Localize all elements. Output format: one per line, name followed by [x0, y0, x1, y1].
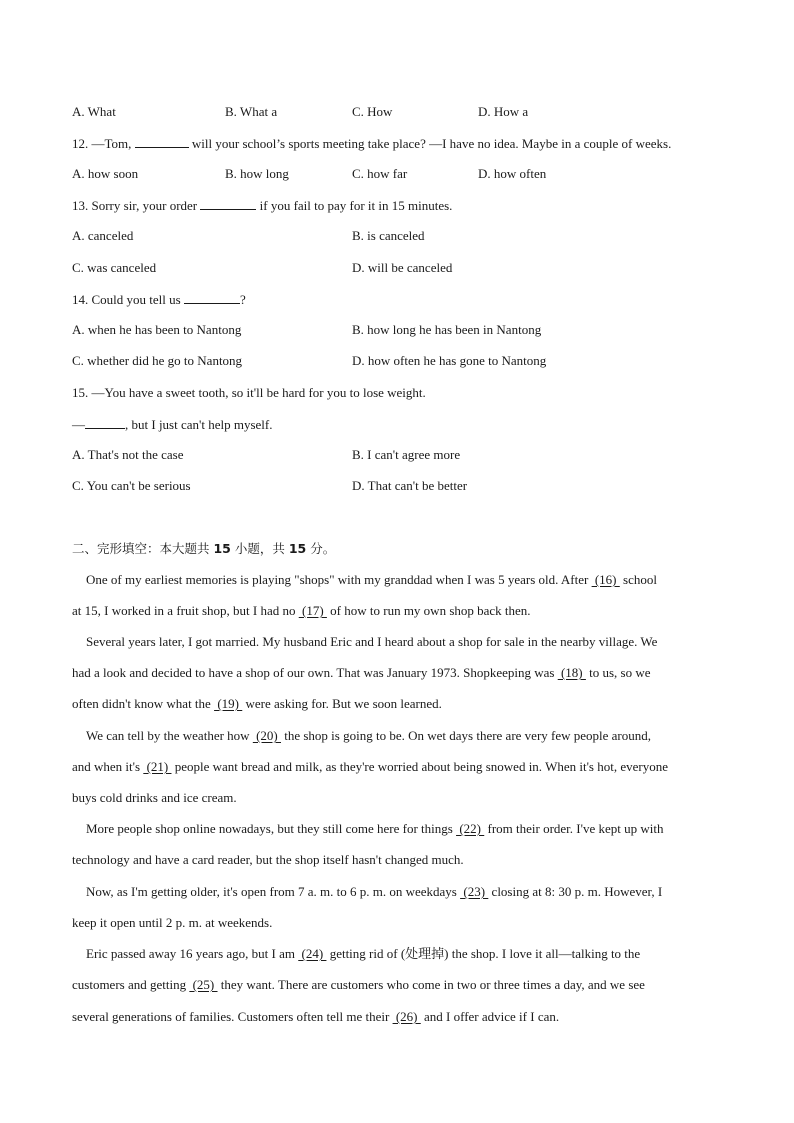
passage-line [86, 821, 663, 837]
passage-text: getting rid of (处理掉) the shop. I love it all—talking to the [326, 946, 641, 961]
q13-option-c: C. was canceled [72, 260, 157, 275]
q12-option-c: C. how far [352, 166, 408, 181]
q12-stem-after: will your school’s sports meeting take place? —I have no idea. Maybe in a couple of weeks. [188, 136, 672, 151]
passage-text: Eric passed away 16 years ago, but I am [86, 946, 299, 961]
passage-line: technology and have a card reader, but the shop itself hasn't changed much. [72, 852, 464, 867]
passage-text: and when it's [72, 759, 144, 774]
passage-line: Several years later, I got married. My husband Eric and I heard about a shop for sale in the nearby village. We [86, 634, 658, 649]
passage-text: the shop is going to be. On wet days there are very few people around, [280, 728, 652, 743]
cloze-blank-17: (17) [298, 603, 327, 618]
passage-text: Now, as I'm getting older, it's open from 7 a. m. to 6 p. m. on weekdays [86, 884, 461, 899]
q14-option-a: A. when he has been to Nantong [72, 322, 242, 337]
cloze-blank-23: (23) [460, 884, 489, 899]
q15-reply-after: , but I just can't help myself. [125, 417, 273, 432]
passage-text: We can tell by the weather how [86, 728, 253, 743]
passage-line [86, 572, 657, 588]
q13-option-a: A. canceled [72, 228, 134, 243]
passage-line [86, 884, 662, 900]
passage-line [72, 759, 668, 775]
q13-stem [72, 197, 452, 214]
passage-line [86, 946, 640, 962]
section-heading-mid: 小题，共 [230, 541, 289, 556]
passage-line [72, 1009, 559, 1025]
q13-stem-after: if you fail to pay for it in 15 minutes. [256, 198, 453, 213]
q15-option-c: C. You can't be serious [72, 478, 191, 493]
passage-line: keep it open until 2 p. m. at weekends. [72, 915, 273, 930]
passage-text: More people shop online nowadays, but they still come here for things [86, 821, 457, 836]
cloze-blank-18: (18) [557, 665, 586, 680]
q14-stem-before: 14. Could you tell us [72, 292, 184, 307]
passage-line [86, 728, 651, 744]
passage-text: had a look and decided to have a shop of our own. That was January 1973. Shopkeeping was [72, 665, 558, 680]
q11-option-a: A. What [72, 104, 116, 119]
q15-reply [72, 416, 272, 433]
q12-option-d: D. how often [478, 166, 547, 181]
passage-text: school [619, 572, 657, 587]
passage-text: One of my earliest memories is playing "shops" with my granddad when I was 5 years old. After [86, 572, 592, 587]
cloze-blank-22: (22) [456, 821, 485, 836]
passage-text: from their order. I've kept up with [484, 821, 664, 836]
cloze-blank-16: (16) [591, 572, 620, 587]
q12-answer-blank [135, 135, 189, 148]
passage-text: were asking for. But we soon learned. [242, 696, 442, 711]
passage-text: often didn't know what the [72, 696, 215, 711]
q13-answer-blank [200, 197, 256, 210]
passage-line [72, 977, 645, 993]
q13-option-d: D. will be canceled [352, 260, 453, 275]
passage-line [72, 665, 651, 681]
q14-option-d: D. how often he has gone to Nantong [352, 353, 547, 368]
passage-text: people want bread and milk, as they're worried about being snowed in. When it's hot, everyone [171, 759, 668, 774]
section-question-count: 15 [213, 541, 231, 556]
cloze-blank-19: (19) [214, 696, 243, 711]
section-heading-suffix: 分。 [306, 541, 336, 556]
q11-option-d: D. How a [478, 104, 529, 119]
q12-option-a: A. how soon [72, 166, 139, 181]
section-total-score: 15 [288, 541, 307, 556]
passage-text: several generations of families. Customers often tell me their [72, 1009, 393, 1024]
q12-option-b: B. how long [225, 166, 289, 181]
cloze-blank-21: (21) [143, 759, 172, 774]
q13-option-b: B. is canceled [352, 228, 425, 243]
q11-option-c: C. How [352, 104, 393, 119]
passage-text: at 15, I worked in a fruit shop, but I had no [72, 603, 299, 618]
passage-line [72, 603, 531, 619]
q13-stem-before: 13. Sorry sir, your order [72, 198, 201, 213]
section-heading [72, 541, 335, 557]
passage-text: closing at 8: 30 p. m. However, I [488, 884, 663, 899]
q15-stem: 15. —You have a sweet tooth, so it'll be hard for you to lose weight. [72, 385, 426, 400]
cloze-blank-24: (24) [298, 946, 327, 961]
q14-option-b: B. how long he has been in Nantong [352, 322, 542, 337]
q11-option-b: B. What a [225, 104, 278, 119]
q15-option-d: D. That can't be better [352, 478, 468, 493]
passage-text: they want. There are customers who come in two or three times a day, and we see [217, 977, 645, 992]
q15-reply-before: — [72, 417, 85, 432]
q14-stem [72, 291, 246, 308]
q15-option-b: B. I can't agree more [352, 447, 461, 462]
q15-answer-blank [85, 416, 125, 429]
passage-text: to us, so we [585, 665, 651, 680]
q15-option-a: A. That's not the case [72, 447, 184, 462]
q12-stem [72, 135, 671, 152]
section-heading-prefix: 二、完形填空：本大题共 [72, 541, 214, 556]
passage-line [72, 696, 442, 712]
passage-line: buys cold drinks and ice cream. [72, 790, 237, 805]
cloze-blank-20: (20) [252, 728, 281, 743]
q12-stem-before: 12. —Tom, [72, 136, 135, 151]
passage-text: of how to run my own shop back then. [326, 603, 531, 618]
cloze-blank-26: (26) [392, 1009, 421, 1024]
q14-answer-blank [184, 291, 240, 304]
passage-text: and I offer advice if I can. [420, 1009, 560, 1024]
passage-text: customers and getting [72, 977, 190, 992]
cloze-blank-25: (25) [189, 977, 218, 992]
q14-stem-after: ? [239, 292, 246, 307]
q14-option-c: C. whether did he go to Nantong [72, 353, 243, 368]
